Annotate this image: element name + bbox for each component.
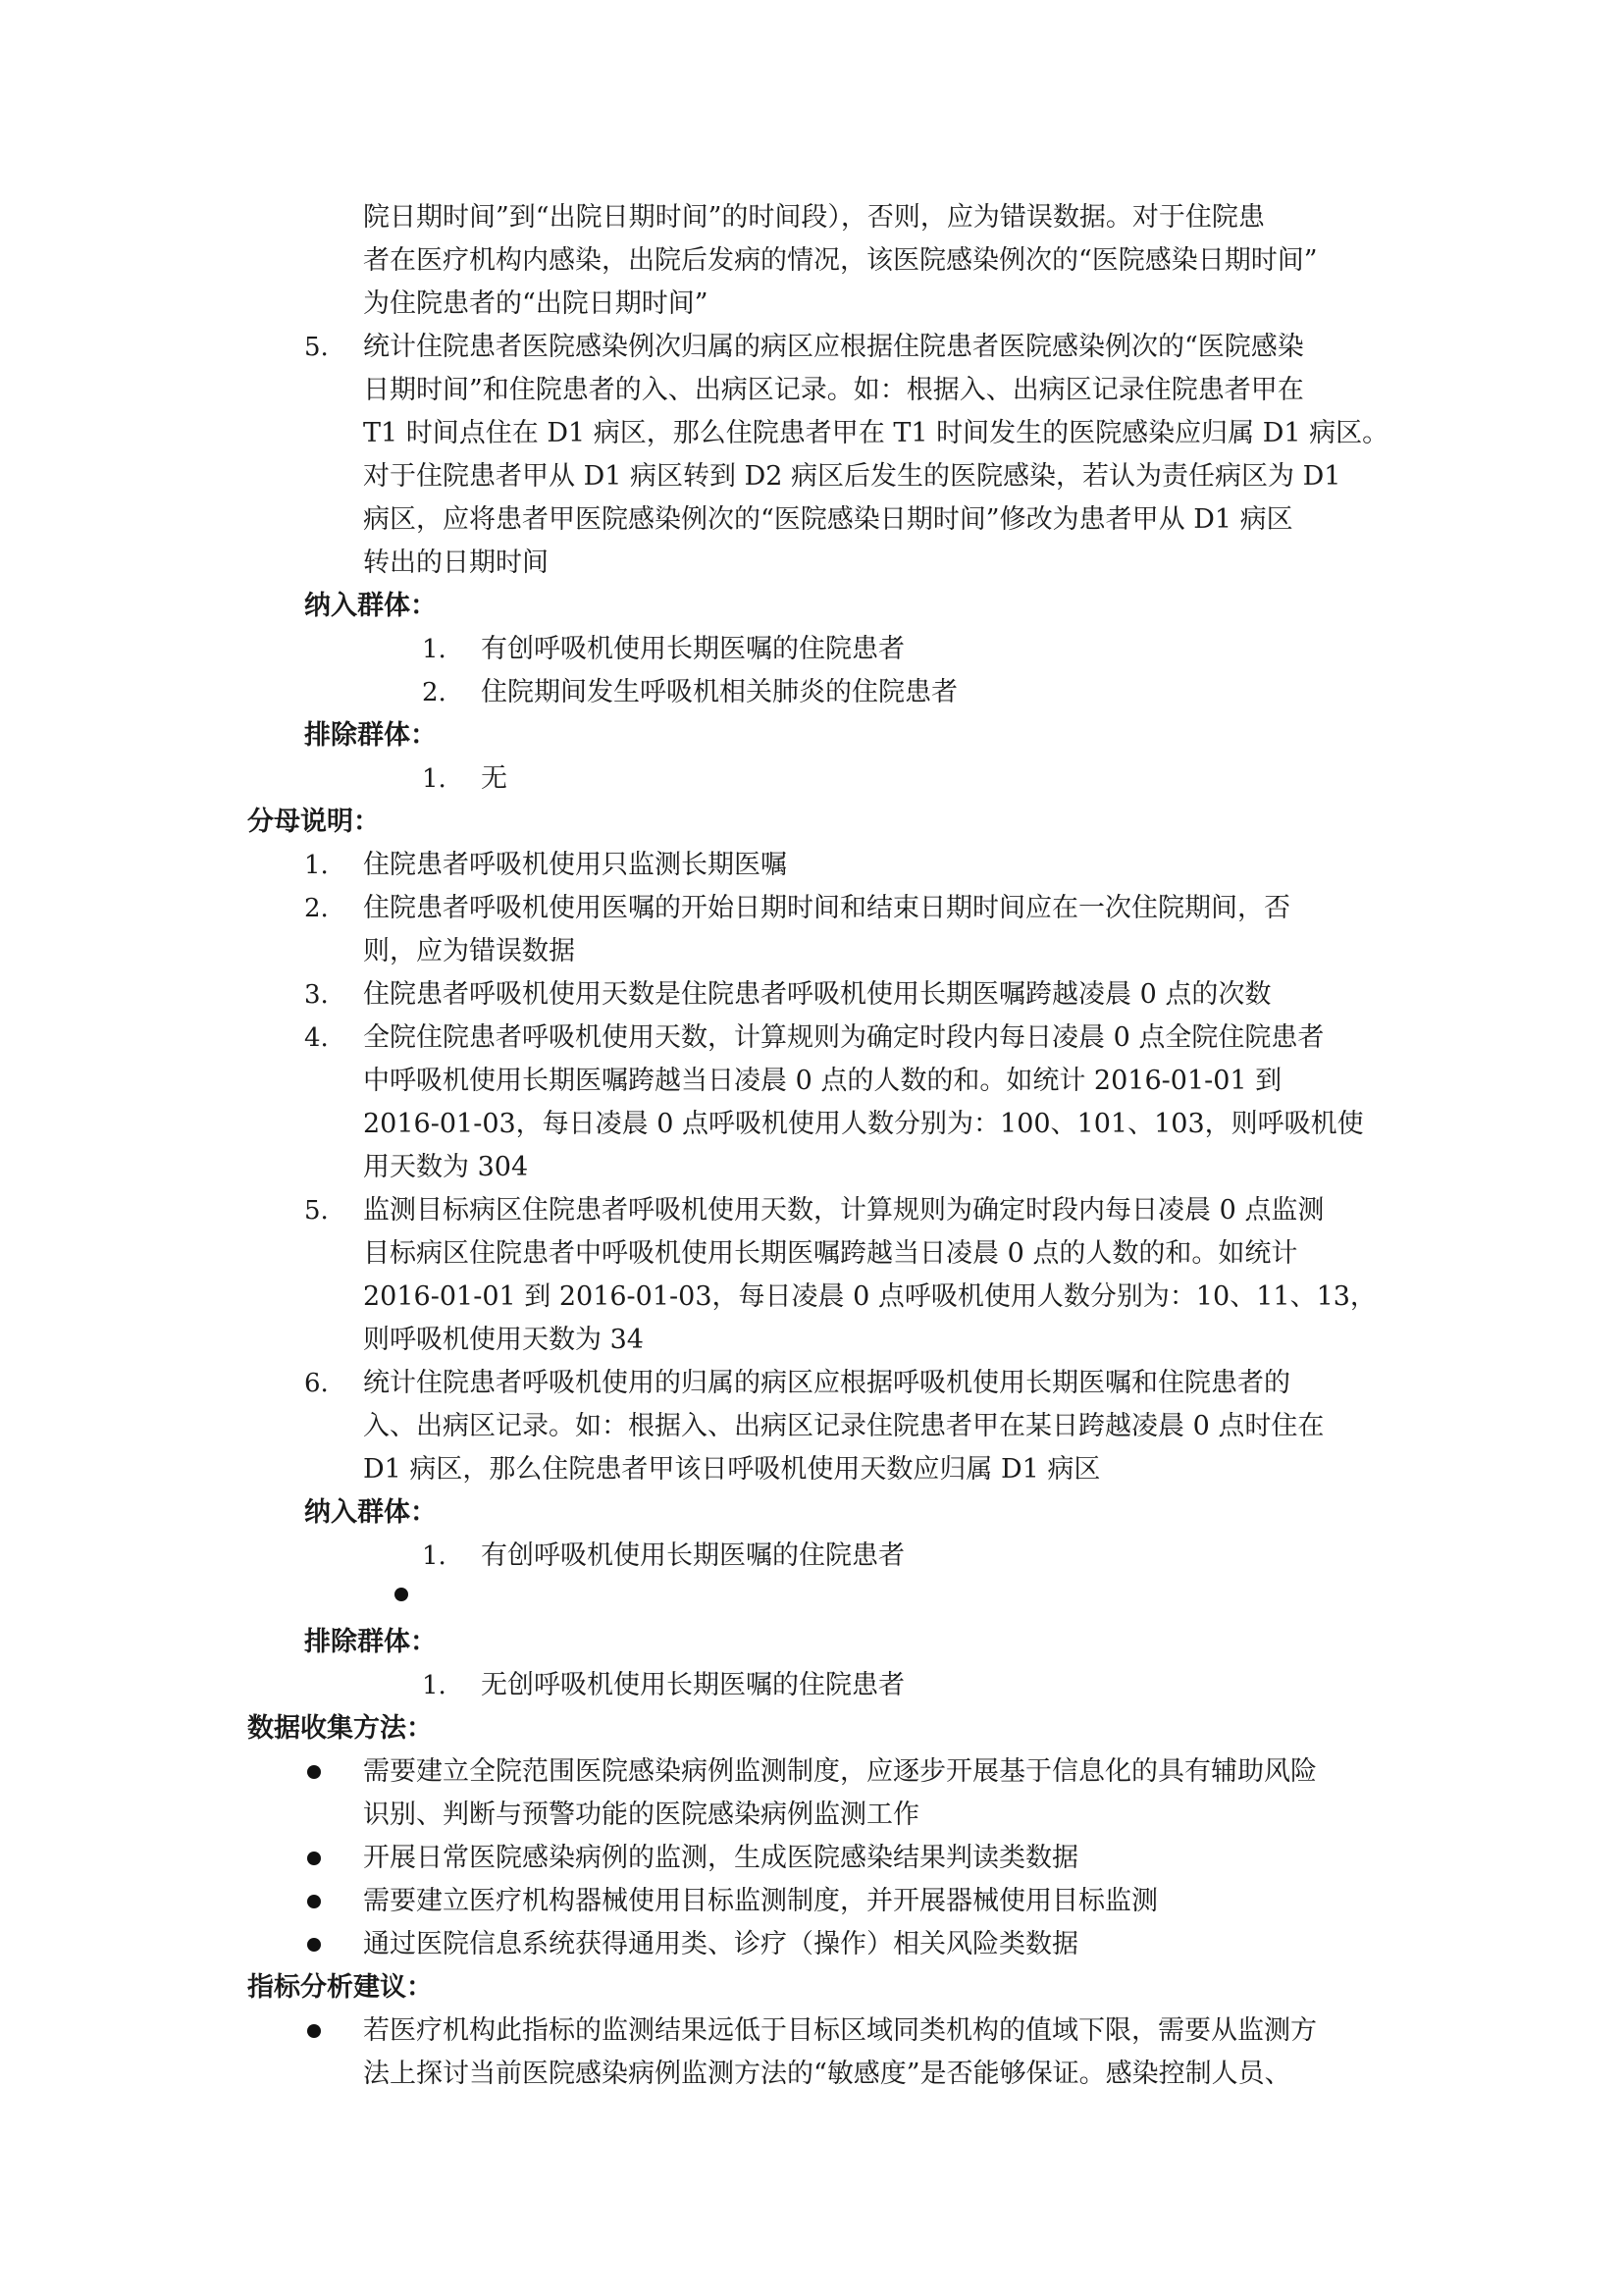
list-item-line: 目标病区住院患者中呼吸机使用长期医嘱跨越当日凌晨 0 点的人数的和。如统计 (363, 1238, 1298, 1269)
list-item-line: 若医疗机构此指标的监测结果远低于目标区域同类机构的值域下限，需要从监测方 (363, 2015, 1317, 2046)
list-item-line: 住院期间发生呼吸机相关肺炎的住院患者 (481, 677, 958, 707)
section-subheading: 纳入群体： (304, 1497, 437, 1528)
list-item-line: 无创呼吸机使用长期医嘱的住院患者 (481, 1670, 905, 1700)
section-subheading: 排除群体： (304, 720, 437, 751)
bullet-icon (307, 1895, 321, 1908)
bullet-icon (307, 1765, 321, 1779)
list-item-line: 统计住院患者呼吸机使用的归属的病区应根据呼吸机使用长期医嘱和住院患者的 (363, 1368, 1290, 1398)
section-heading: 分母说明： (247, 807, 380, 837)
list-item-line: 有创呼吸机使用长期医嘱的住院患者 (481, 634, 905, 664)
list-item-line: 需要建立全院范围医院感染病例监测制度，应逐步开展基于信息化的具有辅助风险 (363, 1756, 1317, 1787)
list-item-line: 统计住院患者医院感染例次归属的病区应根据住院患者医院感染例次的“医院感染 (363, 332, 1304, 362)
list-item-line: 开展日常医院感染病例的监测，生成医院感染结果判读类数据 (363, 1843, 1078, 1873)
list-item-line: 通过医院信息系统获得通用类、诊疗（操作）相关风险类数据 (363, 1929, 1078, 1959)
bullet-icon (307, 2024, 321, 2038)
list-item-line: 法上探讨当前医院感染病例监测方法的“敏感度”是否能够保证。感染控制人员、 (363, 2059, 1291, 2089)
list-number: 1. (422, 1541, 446, 1571)
list-item-line: 住院患者呼吸机使用只监测长期医嘱 (363, 850, 787, 880)
section-heading: 数据收集方法： (247, 1713, 433, 1744)
list-number: 2. (304, 894, 329, 923)
list-item-line: T1 时间点住在 D1 病区，那么住院患者甲在 T1 时间发生的医院感染应归属 D1 病区。 (363, 418, 1389, 448)
list-item-line: 则，应为错误数据 (363, 936, 575, 966)
section-heading: 指标分析建议： (247, 1972, 433, 2003)
list-item-line: 有创呼吸机使用长期医嘱的住院患者 (481, 1540, 905, 1571)
paragraph-line: 为住院患者的“出院日期时间” (363, 288, 708, 319)
list-item-line: 病区，应将患者甲医院感染例次的“医院感染日期时间”修改为患者甲从 D1 病区 (363, 504, 1293, 535)
list-number: 6. (304, 1369, 329, 1398)
list-item-line: 无 (481, 763, 507, 794)
list-item-line: 监测目标病区住院患者呼吸机使用天数，计算规则为确定时段内每日凌晨 0 点监测 (363, 1195, 1325, 1226)
list-item-line: 2016-01-01 到 2016-01-03，每日凌晨 0 点呼吸机使用人数分别为：10、11、13， (363, 1281, 1377, 1312)
list-item-line: 2016-01-03，每日凌晨 0 点呼吸机使用人数分别为：100、101、103，则呼吸机使 (363, 1109, 1364, 1139)
list-item-line: 日期时间”和住院患者的入、出病区记录。如：根据入、出病区记录住院患者甲在 (363, 375, 1304, 405)
list-number: 1. (422, 764, 446, 794)
list-item-line: 识别、判断与预警功能的医院感染病例监测工作 (363, 1800, 919, 1830)
list-number: 5. (304, 333, 329, 362)
bullet-icon (307, 1938, 321, 1952)
list-item-line: 对于住院患者甲从 D1 病区转到 D2 病区后发生的医院感染，若认为责任病区为 D1 (363, 461, 1341, 492)
paragraph-line: 院日期时间”到“出院日期时间”的时间段），否则，应为错误数据。对于住院患 (363, 202, 1265, 233)
list-item-line: 则呼吸机使用天数为 34 (363, 1325, 644, 1355)
list-item-line: 转出的日期时间 (363, 548, 549, 578)
section-subheading: 排除群体： (304, 1627, 437, 1657)
list-number: 5. (304, 1196, 329, 1226)
list-number: 3. (304, 980, 329, 1010)
section-subheading: 纳入群体： (304, 591, 437, 621)
list-item-line: D1 病区，那么住院患者甲该日呼吸机使用天数应归属 D1 病区 (363, 1454, 1101, 1485)
list-item-line: 入、出病区记录。如：根据入、出病区记录住院患者甲在某日跨越凌晨 0 点时住在 (363, 1411, 1325, 1441)
list-item-line: 住院患者呼吸机使用医嘱的开始日期时间和结束日期时间应在一次住院期间，否 (363, 893, 1290, 923)
bullet-icon (394, 1588, 408, 1601)
list-number: 1. (422, 635, 446, 664)
list-number: 2. (422, 678, 446, 707)
list-item-line: 住院患者呼吸机使用天数是住院患者呼吸机使用长期医嘱跨越凌晨 0 点的次数 (363, 979, 1272, 1010)
list-item-line: 需要建立医疗机构器械使用目标监测制度，并开展器械使用目标监测 (363, 1886, 1158, 1916)
bullet-icon (307, 1852, 321, 1865)
paragraph-line: 者在医疗机构内感染，出院后发病的情况，该医院感染例次的“医院感染日期时间” (363, 245, 1318, 276)
list-item-line: 中呼吸机使用长期医嘱跨越当日凌晨 0 点的人数的和。如统计 2016-01-01 到 (363, 1066, 1283, 1096)
list-number: 1. (304, 851, 329, 880)
list-number: 4. (304, 1023, 329, 1053)
list-number: 1. (422, 1671, 446, 1700)
list-item-line: 用天数为 304 (363, 1152, 529, 1182)
list-item-line: 全院住院患者呼吸机使用天数，计算规则为确定时段内每日凌晨 0 点全院住院患者 (363, 1022, 1325, 1053)
